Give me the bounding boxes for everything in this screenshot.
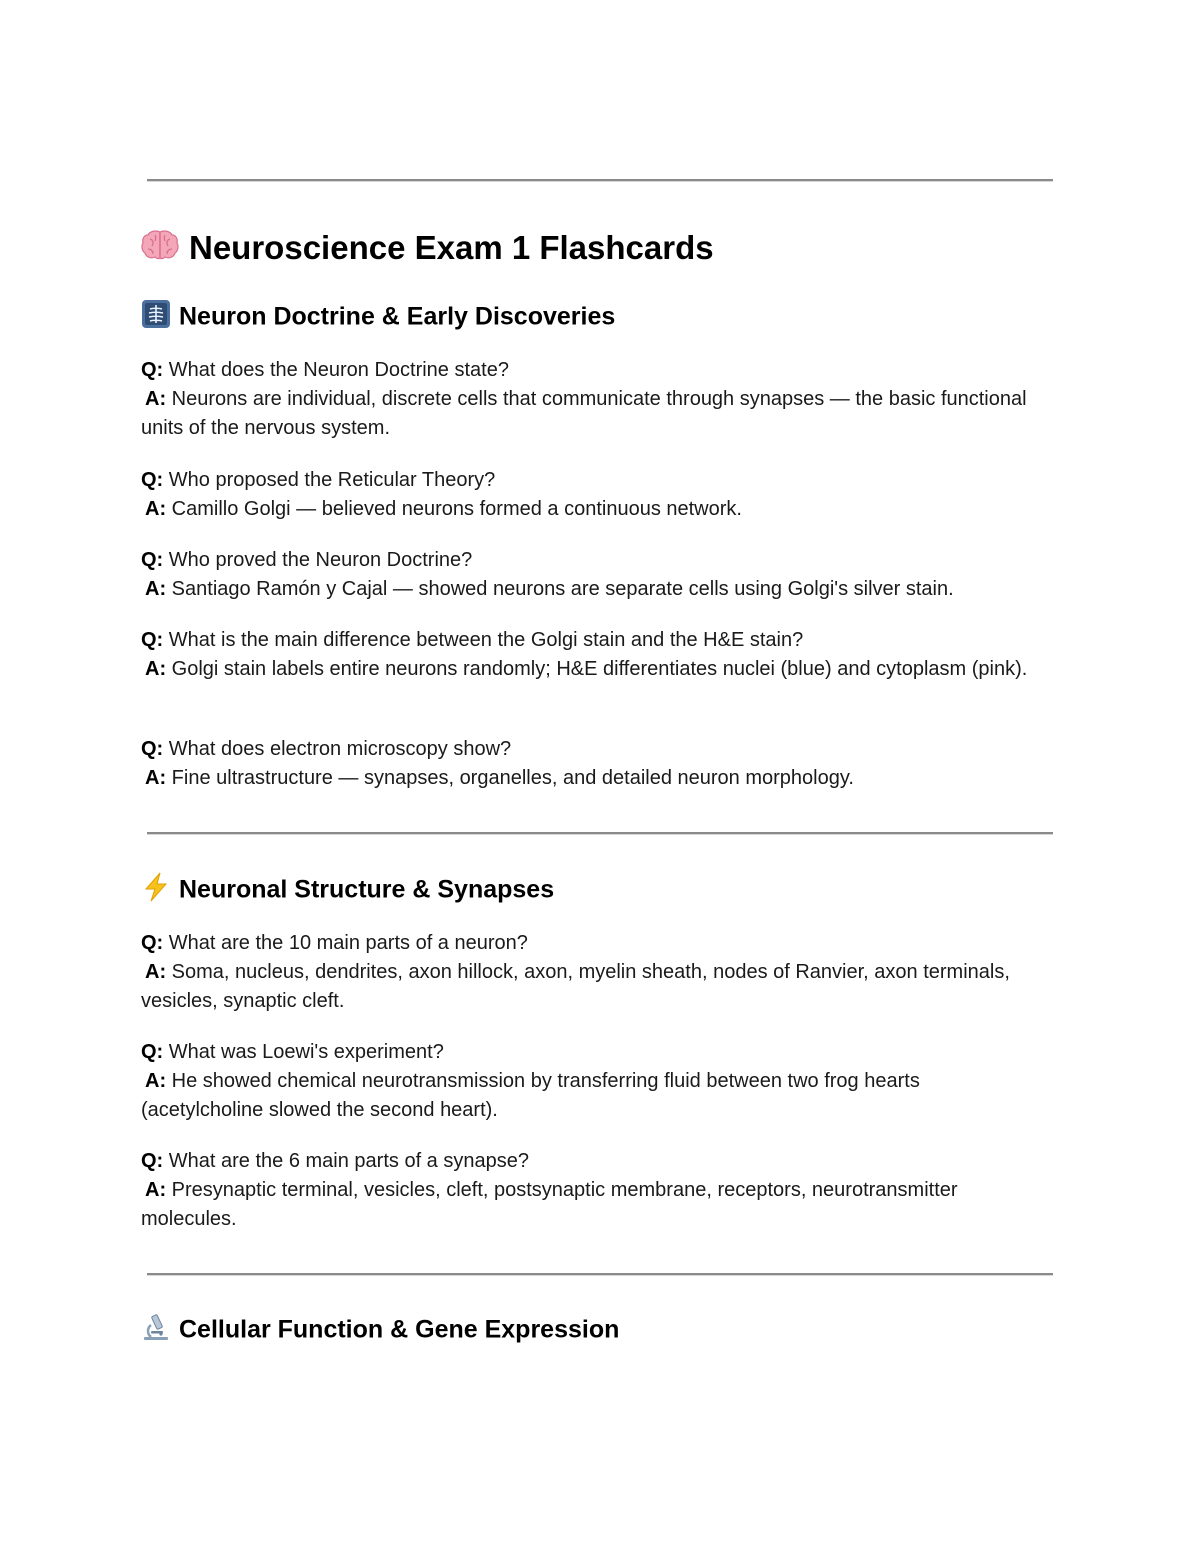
divider <box>147 179 1053 182</box>
x-ray-icon <box>141 299 171 337</box>
microscope-icon <box>141 1312 171 1350</box>
flashcard-answer: A: Presynaptic terminal, vesicles, cleft, postsynaptic membrane, receptors, neurotransmitter molecules. <box>141 1179 958 1230</box>
section-heading <box>141 1312 619 1350</box>
section-heading <box>141 299 615 337</box>
flashcard-question: Q: What are the 6 main parts of a synapse? <box>141 1150 529 1172</box>
flashcard-question: Q: What does electron microscopy show? <box>141 738 512 760</box>
page-title <box>141 226 714 272</box>
flashcard-answer: A: Santiago Ramón y Cajal — showed neurons are separate cells using Golgi's silver stain. <box>145 578 954 600</box>
section-heading-text: Cellular Function & Gene Expression <box>179 1315 620 1344</box>
flashcard-answer: A: Soma, nucleus, dendrites, axon hillock, axon, myelin sheath, nodes of Ranvier, axon terminals, vesicles, synaptic cleft. <box>141 961 1010 1012</box>
flashcard-question: Q: What was Loewi's experiment? <box>141 1041 444 1063</box>
flashcard <box>141 546 1041 604</box>
flashcard-question: Q: What is the main difference between the Golgi stain and the H&E stain? <box>141 629 804 651</box>
flashcard-question: Q: What are the 10 main parts of a neuron? <box>141 932 528 954</box>
page-title-text: Neuroscience Exam 1 Flashcards <box>189 229 714 266</box>
section-heading-text: Neuronal Structure & Synapses <box>179 875 555 904</box>
flashcard-answer: A: He showed chemical neurotransmission by transferring fluid between two frog hearts (acetylcholine slowed the second heart). <box>141 1070 920 1121</box>
brain-icon <box>141 228 179 272</box>
lightning-icon <box>141 872 171 910</box>
flashcard <box>141 1147 1041 1234</box>
flashcard-answer: A: Camillo Golgi — believed neurons formed a continuous network. <box>145 498 742 520</box>
section-heading-text: Neuron Doctrine & Early Discoveries <box>179 302 616 331</box>
flashcard <box>141 626 1041 684</box>
flashcard <box>141 466 1041 524</box>
flashcard <box>141 356 1041 443</box>
flashcard-question: Q: Who proved the Neuron Doctrine? <box>141 549 473 571</box>
flashcard-answer: A: Fine ultrastructure — synapses, organelles, and detailed neuron morphology. <box>145 767 854 789</box>
divider <box>147 832 1053 835</box>
flashcard <box>141 735 1041 793</box>
flashcard <box>141 1038 1041 1125</box>
flashcard-question: Q: Who proposed the Reticular Theory? <box>141 469 496 491</box>
flashcard-question: Q: What does the Neuron Doctrine state? <box>141 359 509 381</box>
section-heading <box>141 872 554 910</box>
flashcard-answer: A: Neurons are individual, discrete cells that communicate through synapses — the basic functional units of the nervous system. <box>141 388 1027 439</box>
flashcard-answer: A: Golgi stain labels entire neurons randomly; H&E differentiates nuclei (blue) and cytoplasm (pink). <box>145 658 1028 680</box>
divider <box>147 1273 1053 1276</box>
flashcard <box>141 929 1041 1016</box>
